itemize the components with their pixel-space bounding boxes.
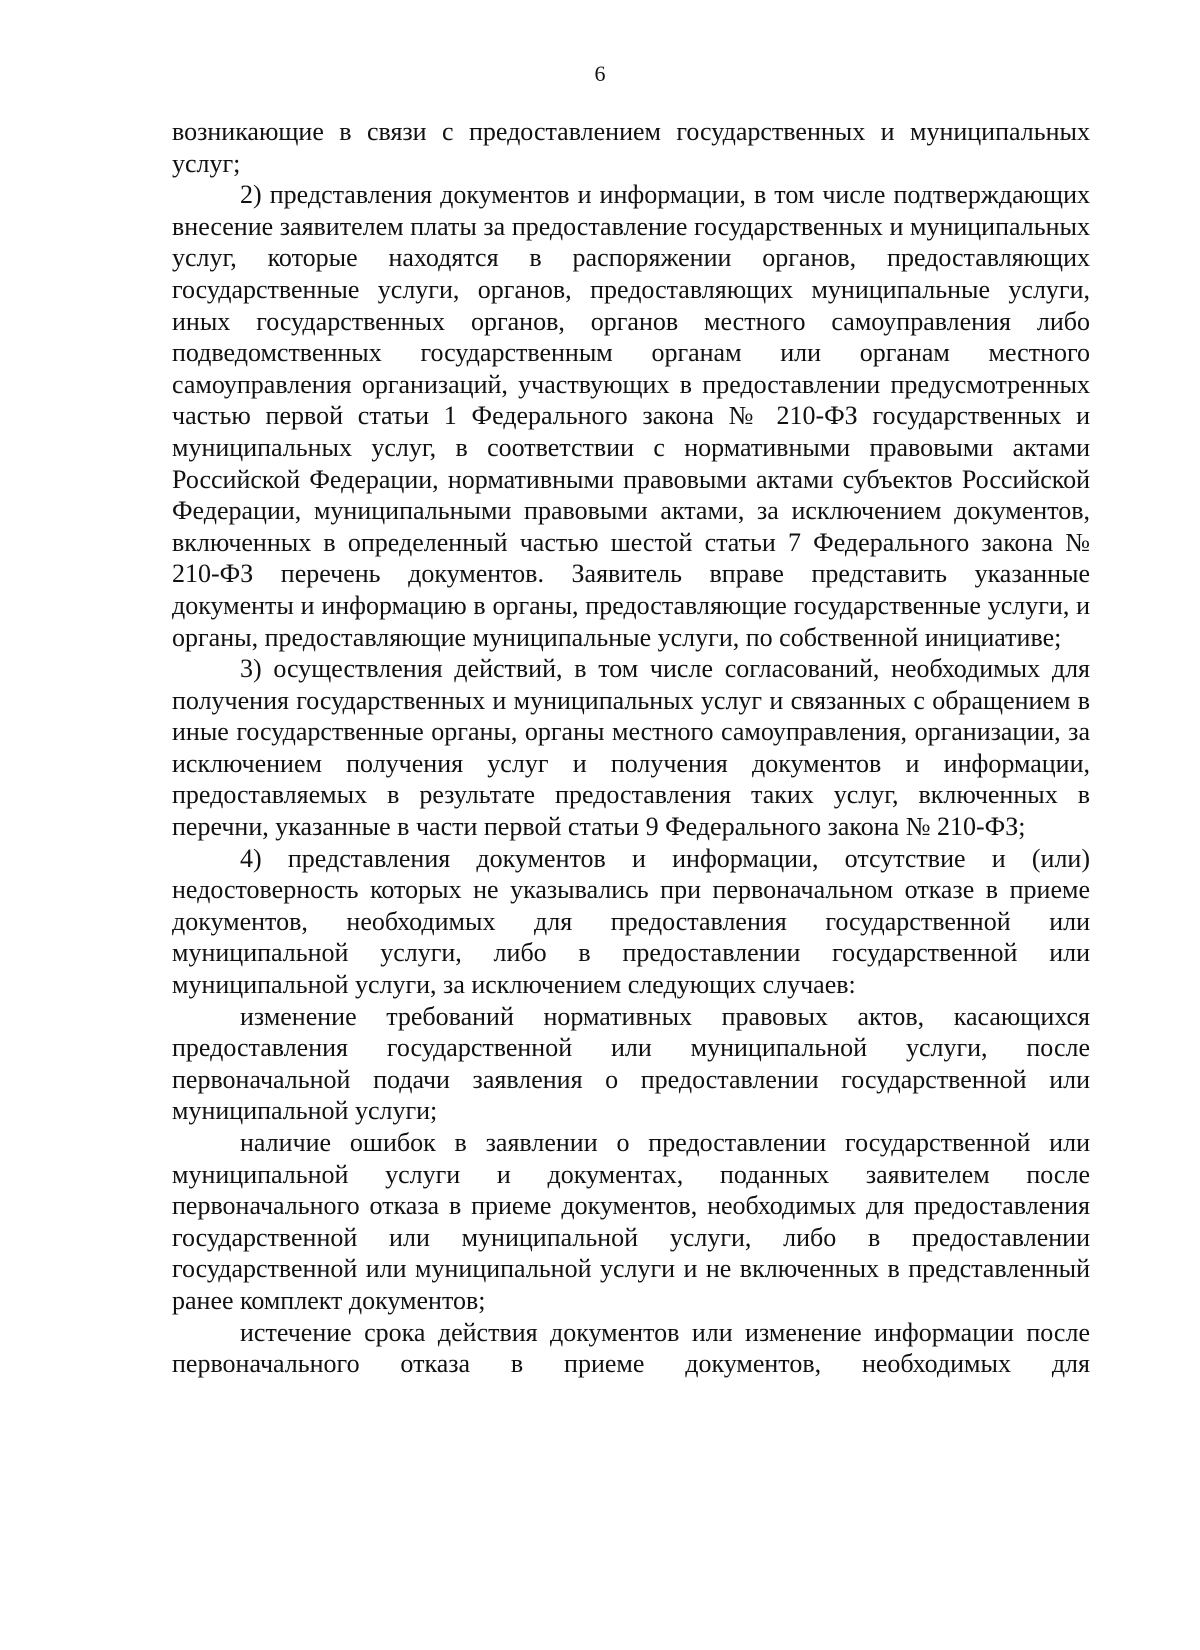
paragraph-item-3: 3) осуществления действий, в том числе согласований, необходимых для получения государственных и муниципальных услуг и связанных с обращением в иные государственные органы, органы местного самоуправления, организации, за исключением получения услуг и получения документов и информации, предоставляемых в результате предоставления таких услуг, включенных в перечни, указанные в части первой статьи 9 Федерального закона № 210-ФЗ;	[172, 654, 1090, 842]
paragraph-exception-3: истечение срока действия документов или изменение информации после первоначального отказа в приеме документов, необходимых для	[172, 1317, 1090, 1379]
paragraph-item-4: 4) представления документов и информации, отсутствие и (или) недостоверность которых не указывались при первоначальном отказе в приеме документов, необходимых для предоставления государственной или муниципальной услуги, либо в предоставлении государственной или муниципальной услуги, за исключением следующих случаев:	[172, 843, 1090, 1000]
paragraph-item-2: 2) представления документов и информации, в том числе подтверждающих внесение заявителем платы за предоставление государственных и муниципальных услуг, которые находятся в распоряжении органов, предоставляющих государственные услуги, органов, предоставляющих муниципальные услуги, иных государственных органов, органов местного самоуправления либо подведомственных государственным органам или органам местного самоуправления организаций, участвующих в предоставлении предусмотренных частью первой статьи 1 Федерального закона № 210-ФЗ государственных и муниципальных услуг, в соответствии с нормативными правовыми актами Российской Федерации, нормативными правовыми актами субъектов Российской Федерации, муниципальными правовыми актами, за исключением документов, включенных в определенный частью шестой статьи 7 Федерального закона № 210-ФЗ перечень документов. Заявитель вправе представить указанные документы и информацию в органы, предоставляющие государственные услуги, и органы, предоставляющие муниципальные услуги, по собственной инициативе;	[172, 180, 1090, 652]
paragraph-continuation: возникающие в связи с предоставлением государственных и муниципальных услуг;	[172, 117, 1090, 178]
paragraph-exception-2: наличие ошибок в заявлении о предоставлении государственной или муниципальной услуги и документах, поданных заявителем после первоначального отказа в приеме документов, необходимых для предоставления государственной или муниципальной услуги, либо в предоставлении государственной или муниципальной услуги и не включенных в представленный ранее комплект документов;	[172, 1128, 1090, 1315]
page-number: 6	[594, 61, 606, 86]
document-body	[172, 116, 1090, 1380]
paragraph-exception-1: изменение требований нормативных правовых актов, касающихся предоставления государственной или муниципальной услуги, после первоначальной подачи заявления о предоставлении государственной или муниципальной услуги;	[172, 1001, 1090, 1126]
